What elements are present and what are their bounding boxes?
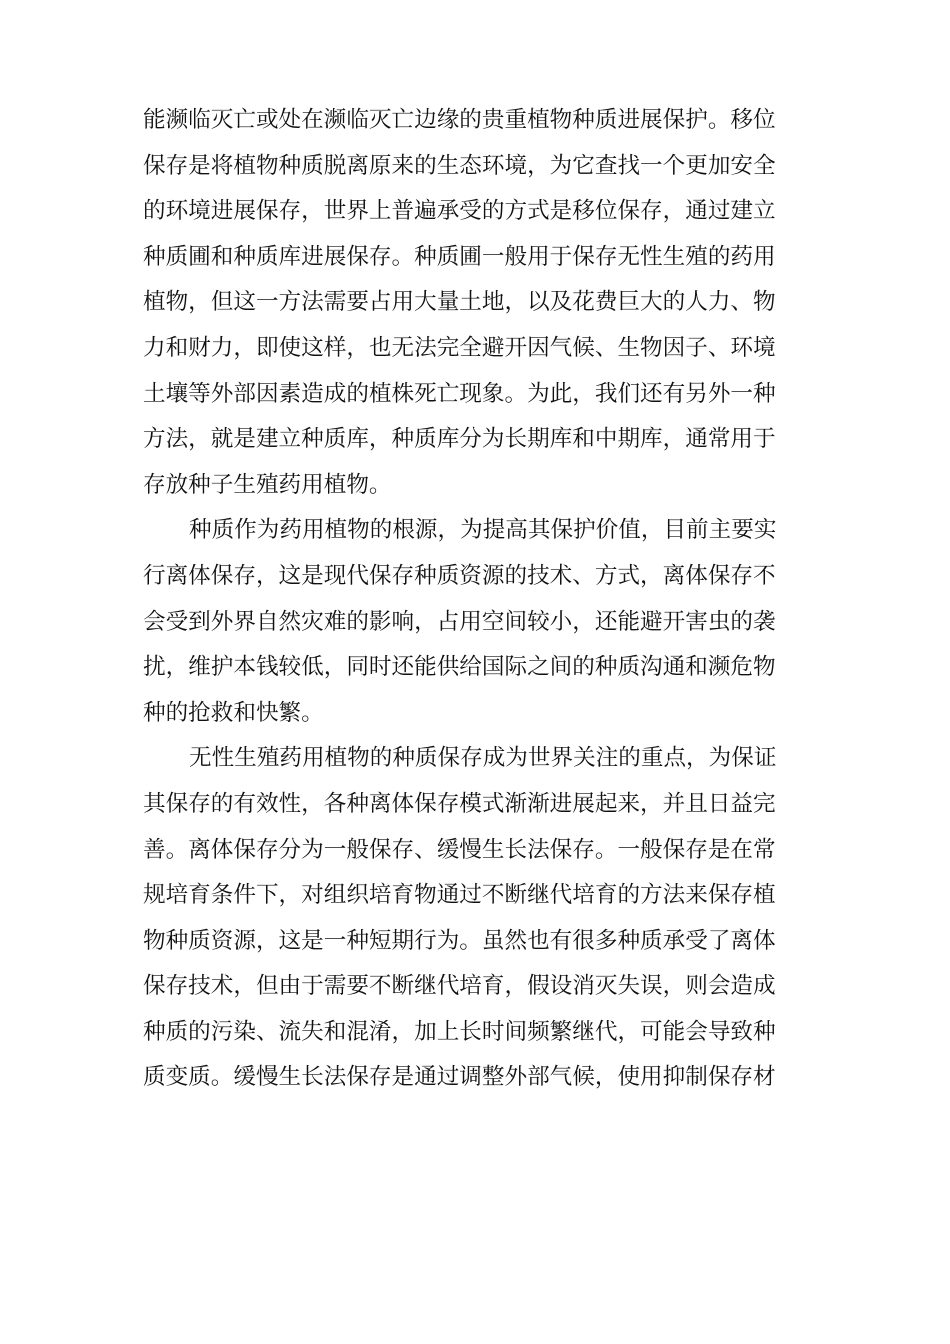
text-line: 种质作为药用植物的根源，为提高其保护价值，目前主要实	[189, 517, 777, 544]
text-line: 物种质资源，这是一种短期行为。虽然也有很多种质承受了离体	[143, 927, 776, 954]
text-line: 会受到外界自然灾难的影响，占用空间较小，还能避开害虫的袭	[143, 608, 776, 635]
text-line: 的环境进展保存，世界上普遍承受的方式是移位保存，通过建立	[143, 198, 776, 225]
body-text	[143, 98, 815, 1101]
text-line: 其保存的有效性，各种离体保存模式渐渐进展起来，并且日益完	[143, 790, 776, 817]
text-line: 无性生殖药用植物的种质保存成为世界关注的重点，为保证	[189, 745, 777, 772]
text-line: 质变质。缓慢生长法保存是通过调整外部气候，使用抑制保存材	[143, 1064, 776, 1091]
text-line: 保存是将植物种质脱离原来的生态环境，为它查找一个更加安全	[143, 152, 776, 179]
text-line: 种的抢救和快繁。	[143, 699, 324, 726]
text-line: 力和财力，即使这样，也无法完全避开因气候、生物因子、环境	[143, 334, 776, 361]
text-line: 善。离体保存分为一般保存、缓慢生长法保存。一般保存是在常	[143, 836, 776, 863]
text-line: 植物，但这一方法需要占用大量土地，以及花费巨大的人力、物	[143, 289, 776, 316]
text-line: 扰，维护本钱较低，同时还能供给国际之间的种质沟通和濒危物	[143, 654, 776, 681]
text-line: 种质的污染、流失和混淆，加上长时间频繁继代，可能会导致种	[143, 1018, 776, 1045]
text-line: 存放种子生殖药用植物。	[143, 471, 392, 498]
paragraph-1	[143, 98, 815, 508]
paragraph-2	[143, 508, 815, 736]
text-line: 行离体保存，这是现代保存种质资源的技术、方式，离体保存不	[143, 562, 776, 589]
text-line: 方法，就是建立种质库，种质库分为长期库和中期库，通常用于	[143, 426, 776, 453]
text-line: 土壤等外部因素造成的植株死亡现象。为此，我们还有另外一种	[143, 380, 776, 407]
text-line: 规培育条件下，对组织培育物通过不断继代培育的方法来保存植	[143, 882, 776, 909]
paragraph-3	[143, 736, 815, 1101]
text-line: 能濒临灭亡或处在濒临灭亡边缘的贵重植物种质进展保护。移位	[143, 107, 776, 133]
text-line: 保存技术，但由于需要不断继代培育，假设消灭失误，则会造成	[143, 973, 776, 1000]
text-line: 种质圃和种质库进展保存。种质圃一般用于保存无性生殖的药用	[143, 243, 776, 270]
